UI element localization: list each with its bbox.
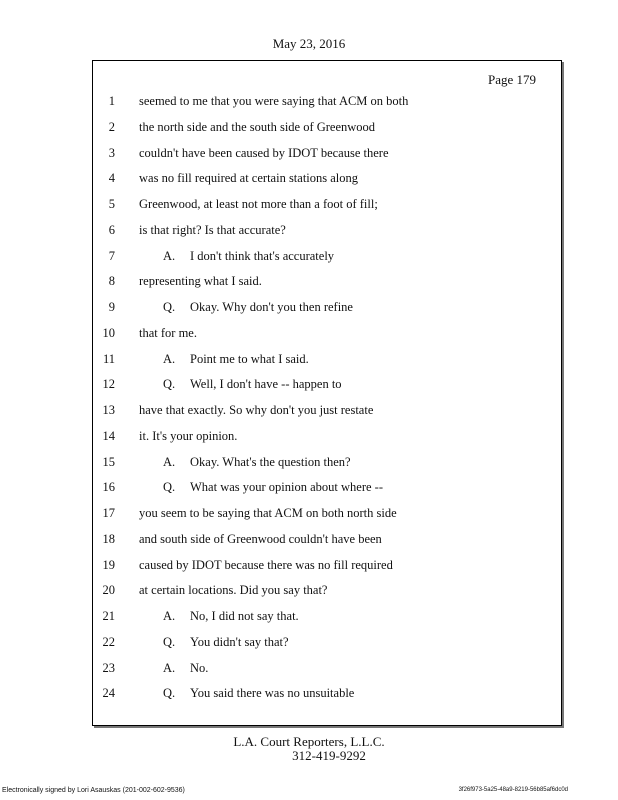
transcript-line [93,455,561,475]
line-number: 4 [108,171,115,186]
speaker-prefix: A. [163,454,176,469]
document-id-text: 3f26f973-5a25-48a9-8219-56b85af6dc0d [458,787,568,793]
line-content: What was your opinion about where -- [190,480,383,495]
line-content: you seem to be saying that ACM on both north side [139,506,397,520]
line-number: 9 [108,300,115,314]
line-number: 18 [102,531,115,546]
transcript-line [93,377,561,397]
speaker-prefix: Q. [163,300,176,314]
transcript-line [93,197,561,217]
line-content: caused by IDOT because there was no fill required [139,557,393,572]
transcript-line [93,635,561,655]
line-text [163,455,351,470]
transcript-line [93,223,561,243]
line-text [139,506,397,521]
line-number: 10 [102,325,115,340]
line-number: 5 [108,197,115,211]
transcript-line [93,146,561,166]
transcript-date: May 23, 2016 [272,36,346,51]
line-number: 14 [102,428,115,443]
line-content: I don't think that's accurately [190,248,335,263]
line-number: 23 [102,660,115,675]
transcript-line [93,583,561,603]
line-content: Greenwood, at least not more than a foot of fill; [139,197,378,211]
page-number-label: Page 179 [487,72,536,87]
speaker-prefix: A. [163,351,176,366]
line-number: 13 [102,403,115,417]
line-number: 21 [102,609,115,623]
line-number: 19 [102,557,115,572]
line-content: it. It's your opinion. [139,428,238,443]
line-text [163,249,334,264]
line-text [139,326,197,341]
line-text [139,197,378,212]
line-content: You said there was no unsuitable [190,686,355,701]
line-text [163,377,342,392]
line-number: 3 [108,145,115,160]
line-number: 7 [108,248,115,263]
transcript-line [93,532,561,552]
electronic-signature-text: Electronically signed by Lori Asauskas (201-002-602-9536) [2,787,185,794]
line-number: 15 [102,454,115,469]
line-content: Well, I don't have -- happen to [190,377,342,392]
line-number: 20 [102,583,115,598]
speaker-prefix: A. [163,609,176,623]
line-content: at certain locations. Did you say that? [139,583,328,598]
line-text [163,609,299,624]
transcript-line [93,480,561,500]
line-content: the north side and the south side of Greenwood [139,119,376,134]
speaker-prefix: Q. [163,686,176,701]
line-text [139,583,327,598]
transcript-line [93,403,561,423]
line-content: that for me. [139,325,197,340]
line-number: 12 [102,377,115,392]
transcript-line [93,506,561,526]
line-content: Okay. Why don't you then refine [190,300,353,314]
line-text [139,532,382,547]
transcript-line [93,609,561,629]
speaker-prefix: Q. [163,377,176,392]
line-text [139,94,408,109]
transcript-line [93,249,561,269]
line-text [163,686,354,701]
line-text [139,403,373,418]
court-reporter-company: L.A. Court Reporters, L.L.C. [233,734,385,749]
transcript-line [93,120,561,140]
line-text [139,274,262,289]
speaker-prefix: Q. [163,634,176,649]
transcript-line [93,686,561,706]
line-content: Point me to what I said. [190,351,309,366]
line-number: 11 [102,351,115,366]
speaker-prefix: Q. [163,480,176,495]
line-content: representing what I said. [139,274,262,289]
line-text [139,120,375,135]
transcript-line [93,171,561,191]
line-number: 17 [102,506,115,520]
line-number: 16 [102,480,115,495]
transcript-line [93,326,561,346]
line-content: You didn't say that? [190,634,289,649]
line-number: 6 [108,222,115,237]
line-content: No, I did not say that. [190,609,299,623]
line-number: 8 [108,274,115,289]
line-content: was no fill required at certain stations along [139,171,359,186]
transcript-line [93,352,561,372]
line-text [163,661,208,676]
line-text [139,171,358,186]
transcript-line [93,661,561,681]
line-number: 24 [102,686,115,701]
line-content: Okay. What's the question then? [190,454,351,469]
speaker-prefix: A. [163,660,176,675]
line-text [163,635,289,650]
transcript-line [93,558,561,578]
transcript-line [93,429,561,449]
transcript-line [93,274,561,294]
line-number: 22 [102,634,115,649]
line-content: couldn't have been caused by IDOT because there [139,145,389,160]
line-text [163,480,383,495]
line-text [139,223,286,238]
line-content: and south side of Greenwood couldn't have been [139,531,382,546]
line-number: 1 [108,94,115,108]
line-text [139,146,389,161]
line-content: is that right? Is that accurate? [139,222,286,237]
line-content: seemed to me that you were saying that ACM on both [139,94,409,108]
line-text [139,429,237,444]
line-number: 2 [108,119,115,134]
transcript-line [93,94,561,114]
line-content: have that exactly. So why don't you just restate [139,403,374,417]
court-reporter-phone: 312-419-9292 [292,748,366,763]
line-text [163,300,353,315]
speaker-prefix: A. [163,248,176,263]
line-text [139,558,393,573]
line-content: No. [190,660,209,675]
transcript-line [93,300,561,320]
transcript-page-frame [92,60,562,726]
line-text [163,352,309,367]
